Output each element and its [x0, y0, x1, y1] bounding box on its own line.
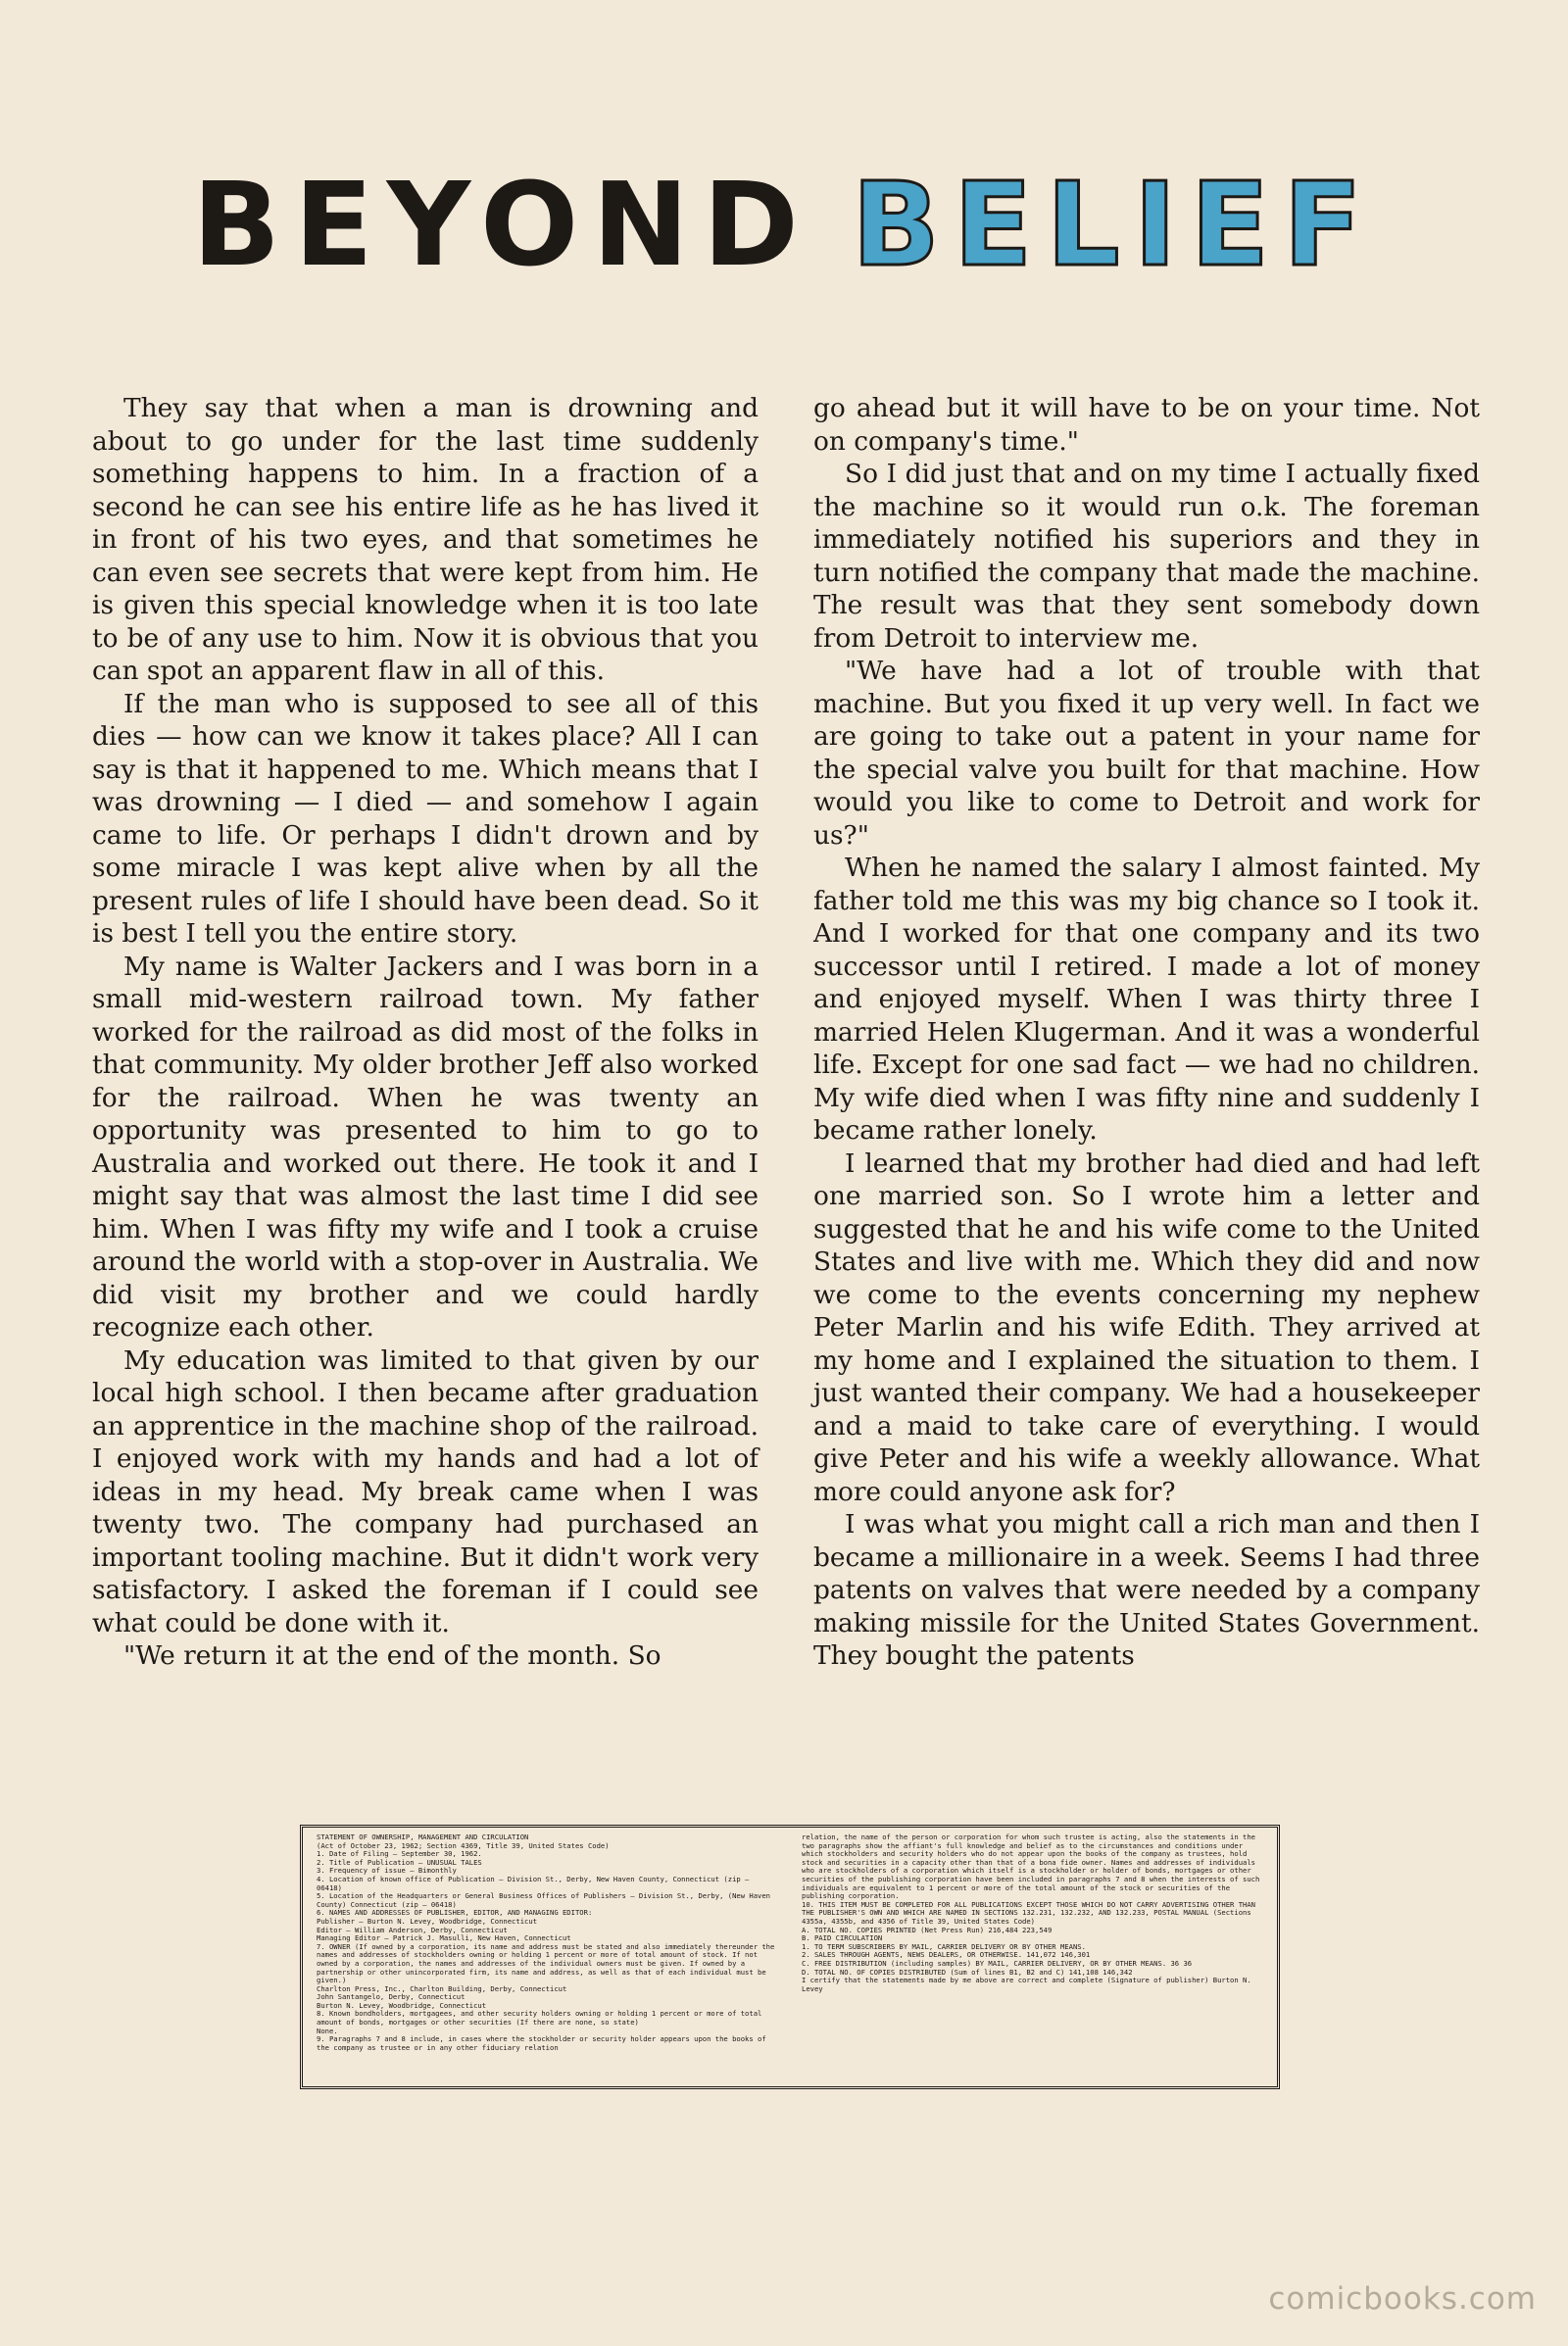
- ownership-statement-box: [300, 1825, 1280, 2089]
- paragraph: go ahead but it will have to be on your time. Not on company's time.": [813, 393, 1480, 457]
- paragraph: "We return it at the end of the month. So: [123, 1640, 662, 1671]
- title-word-belief: BELIEF: [851, 157, 1376, 292]
- site-watermark: comicbooks.com: [1268, 2281, 1537, 2317]
- title-word-beyond: BEYOND: [192, 157, 812, 292]
- story-column-left: [92, 392, 759, 1673]
- paragraph: "We have had a lot of trouble with that machine. But you fixed it up very well. In fact we are going to take out a patent in your name for the special valve you built for that machine. How would you like to come to Detroit and work for us?": [813, 656, 1480, 851]
- statement-right-column: relation, the name of the person or corporation for whom such trustee is acting, also the statements in the two paragraphs show the affiant's full knowledge and belief as to the circumstances and conditions under which stockholders and security holders who do not appear upon the books of the company as trustees, hold stock and securities in a capacity other than that of a bona fide owner. Names and addresses of individuals who are stockholders of a corporation which itself is a stockholder or holder of bonds, mortgages or other securities of the publishing corporation have been included in paragraphs 7 and 8 when the interests of such individuals are equivalent to 1 percent or more of the total amount of the stock or securities of the publishing corporation. 10. THIS ITEM MUST BE COMPLETED FOR ALL PUBLICATIONS EXCEPT THOSE WHICH DO NOT CARRY ADVERTISING OTHER THAN THE PUBLISHER'S OWN AND WHICH ARE NAMED IN SECTIONS 132.231, 132.232, AND 132.233, POSTAL MANUAL (Sections 4355a, 4355b, and 4356 of Title 39, United States Code) A. TOTAL NO. COPIES PRINTED (Net Press Run) 216,484 223,549 B. PAID CIRCULATION 1. TO TERM SUBSCRIBERS BY MAIL, CARRIER DELIVERY OR BY OTHER MEANS. 2. SALES THROUGH AGENTS, NEWS DEALERS, OR OTHERWISE. 141,072 146,301 C. FREE DISTRIBUTION (including samples) BY MAIL, CARRIER DELIVERY, OR BY OTHER MEANS. 36 36 D. TOTAL NO. OF COPIES DISTRIBUTED (Sum of lines B1, B2 and C) 141,108 146,342 I certify that the statements made by me above are correct and complete (Signature of publisher) Burton N. Levey: [802, 1833, 1260, 1993]
- paragraph: They say that when a man is drowning and about to go under for the last time suddenly something happens to him. In a fraction of a second he can see his entire life as he has lived it in front of his two eyes, and that sometimes he can even see secrets that were kept from him. He is given this special knowledge when it is too late to be of any use to him. Now it is obvious that you can spot an apparent flaw in all of this.: [92, 393, 759, 686]
- paragraph: If the man who is supposed to see all of this dies — how can we know it takes place? All I can say is that it happened to me. Which means that I was drowning — I died — and somehow I again came to life. Or perhaps I didn't drown and by some miracle I was kept alive when by all the present rules of life I should have been dead. So it is best I tell you the entire story.: [92, 688, 759, 949]
- paragraph: My education was limited to that given by our local high school. I then became after graduation an apprentice in the machine shop of the railroad. I enjoyed work with my hands and had a lot of ideas in my head. My break came when I was twenty two. The company had purchased an important tooling machine. But it didn't work very satisfactory. I asked the foreman if I could see what could be done with it.: [92, 1344, 759, 1638]
- paragraph: I was what you might call a rich man and then I became a millionaire in a week. Seems I had three patents on valves that were needed by a company making missile for the United States Government. They bought the patents: [813, 1509, 1480, 1671]
- page-title: [0, 157, 1568, 292]
- statement-left-column: STATEMENT OF OWNERSHIP, MANAGEMENT AND CIRCULATION (Act of October 23, 1962; Section 4369, Title 39, United States Code) 1. Date of Filing — September 30, 1962. 2. Title of Publication — UNUSUAL TALES 3. Frequency of issue — Bimonthly 4. Location of known office of Publication — Division St., Derby, New Haven County, Connecticut (zip — 06418) 5. Location of the Headquarters or General Business Offices of Publishers — Division St., Derby, (New Haven County) Connecticut (zip — 06418) 6. NAMES AND ADDRESSES OF PUBLISHER, EDITOR, AND MANAGING EDITOR: Publisher — Burton N. Levey, Woodbridge, Connecticut Editor — William Anderson, Derby, Connecticut Managing Editor — Patrick J. Masulli, New Haven, Connecticut 7. OWNER (If owned by a corporation, its name and address must be stated and also immediately thereunder the names and addresses of stockholders owning or holding 1 percent or more of total amount of stock. If not owned by a corporation, the names and addresses of the individual owners must be given. If owned by a partnership or other unincorporated firm, its name and address, as well as that of each individual must be given.) Charlton Press, Inc., Charlton Building, Derby, Connecticut John Santangelo, Derby, Connecticut Burton N. Levey, Woodbridge, Connecticut 8. Known bondholders, mortgagees, and other security holders owning or holding 1 percent or more of total amount of bonds, mortgages or other securities (If there are none, so state) None. 9. Paragraphs 7 and 8 include, in cases where the stockholder or security holder appears upon the books of the company as trustee or in any other fiduciary relation: [317, 1833, 775, 2052]
- paragraph: When he named the salary I almost fainted. My father told me this was my big chance so I took it. And I worked for that one company and its two successor until I retired. I made a lot of money and enjoyed myself. When I was thirty three I married Helen Klugerman. And it was a wonderful life. Except for one sad fact — we had no children. My wife died when I was fifty nine and suddenly I became rather lonely.: [813, 853, 1480, 1146]
- paragraph: So I did just that and on my time I actually fixed the machine so it would run o.k. The foreman immediately notified his superiors and they in turn notified the company that made the machine. The result was that they sent somebody down from Detroit to interview me.: [813, 459, 1480, 654]
- paragraph: My name is Walter Jackers and I was born in a small mid-western railroad town. My father worked for the railroad as did most of the folks in that community. My older brother Jeff also worked for the railroad. When he was twenty an opportunity was presented to him to go to Australia and worked out there. He took it and I might say that was almost the last time I did see him. When I was fifty my wife and I took a cruise around the world with a stop-over in Australia. We did visit my brother and we could hardly recognize each other.: [92, 951, 759, 1343]
- paragraph: I learned that my brother had died and had left one married son. So I wrote him a letter and suggested that he and his wife come to the United States and live with me. Which they did and now we come to the events concerning my nephew Peter Marlin and his wife Edith. They arrived at my home and I explained the situation to them. I just wanted their company. We had a housekeeper and a maid to take care of everything. I would give Peter and his wife a weekly allowance. What more could anyone ask for?: [813, 1148, 1480, 1507]
- story-column-right: [813, 392, 1480, 1673]
